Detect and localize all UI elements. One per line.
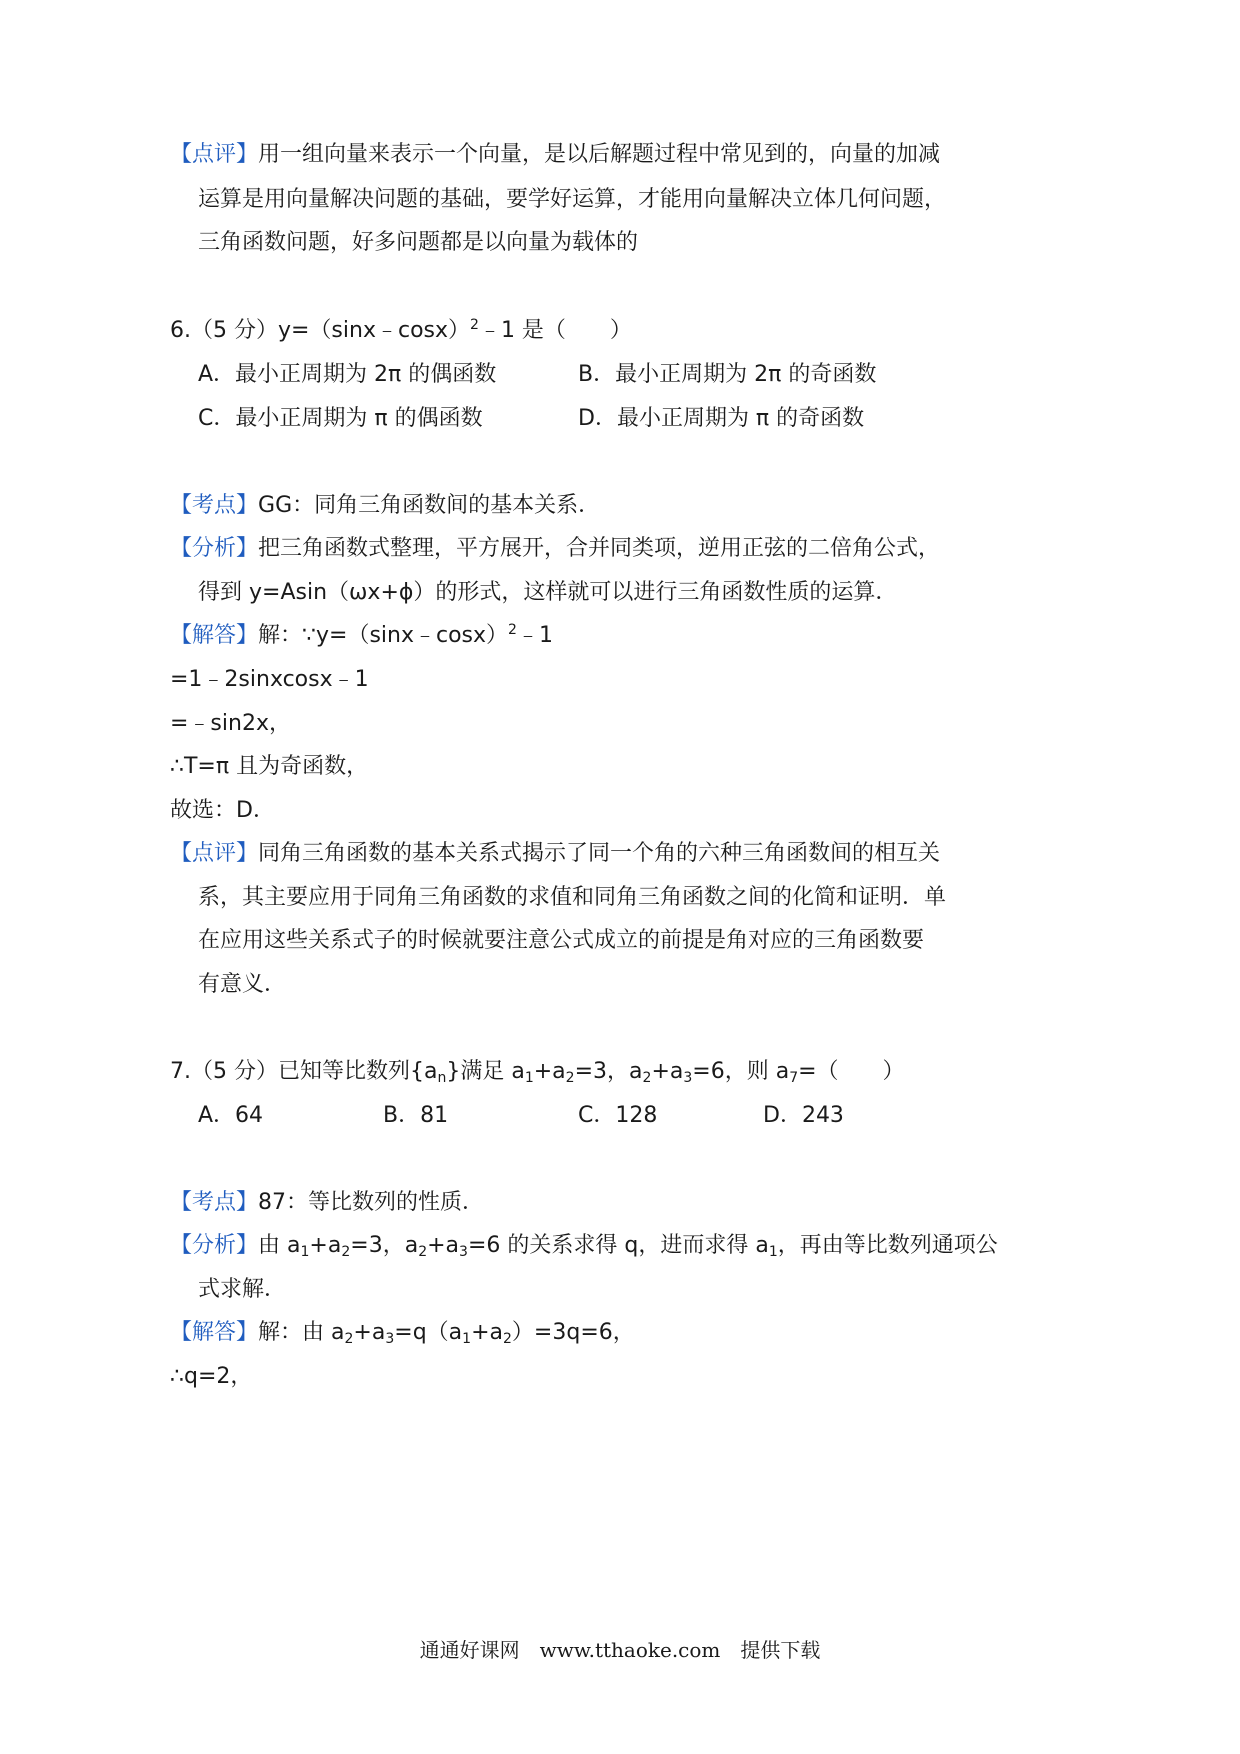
dianping-tag: 【点评】: [170, 841, 259, 866]
comment-text: 用一组向量来表示一个向量，是以后解题过程中常见到的，向量的加减: [258, 142, 941, 167]
question-7-stem: [170, 1057, 905, 1087]
comment-line-2: 运算是用向量解决问题的基础，要学好运算，才能用向量解决立体几何问题，: [198, 187, 947, 212]
comment-tag: 【点评】: [170, 142, 259, 167]
q7-stem-sub: 1: [524, 1070, 534, 1086]
q7-stem-part: =6，则 a: [692, 1059, 790, 1084]
q6-option-c: C．最小正周期为 π 的偶函数: [198, 406, 483, 431]
q7-stem-sub: 2: [642, 1070, 652, 1086]
q7-fenxi-part: =3，a: [350, 1233, 419, 1258]
q7-jieda-part: ）=3q=6，: [511, 1320, 635, 1345]
kaodian-tag: 【考点】: [170, 1190, 259, 1215]
q6-jieda: [170, 621, 553, 651]
q6-step-2: =﹣sin2x，: [170, 711, 291, 736]
q7-jieda-sub: 3: [385, 1331, 395, 1347]
q7-fenxi-sub: 2: [341, 1244, 351, 1260]
q6-kaodian: [170, 491, 600, 521]
q7-jieda: [170, 1318, 635, 1348]
q6-dianping-line-3: 在应用这些关系式子的时候就要注意公式成立的前提是角对应的三角函数要: [198, 928, 925, 953]
q6-dianping-line-1: [170, 839, 940, 869]
comment-line-1: [170, 140, 940, 170]
q7-option-a: A．64: [198, 1103, 264, 1128]
q6-option-d: D．最小正周期为 π 的奇函数: [578, 406, 865, 431]
jieda-exponent: 2: [508, 622, 517, 638]
comment-line-3: 三角函数问题，好多问题都是以向量为载体的: [198, 230, 639, 255]
question-6-stem: [170, 316, 632, 346]
q7-option-d: D．243: [763, 1103, 844, 1128]
fenxi-tag: 【分析】: [170, 1233, 259, 1258]
q7-jieda-sub: 1: [462, 1331, 472, 1347]
q6-fenxi-line-2: 得到 y=Asin（ωx+ϕ）的形式，这样就可以进行三角函数性质的运算．: [198, 580, 898, 605]
q7-stem-part: =（ ）: [798, 1059, 905, 1084]
q6-dianping-line-2: 系，其主要应用于同角三角函数的求值和同角三角函数之间的化简和证明．单: [198, 885, 947, 910]
q7-fenxi-part: +a: [427, 1233, 460, 1258]
q7-jieda-part: 解：由 a: [258, 1320, 345, 1345]
q7-fenxi-sub: 1: [768, 1244, 778, 1260]
q7-stem-sub: 3: [683, 1070, 693, 1086]
q6-stem-exponent: 2: [470, 317, 479, 333]
q7-jieda-part: +a: [471, 1320, 503, 1345]
q7-stem-part: =3，a: [574, 1059, 643, 1084]
q7-fenxi-part: =6 的关系求得 q，进而求得 a: [467, 1233, 769, 1258]
jieda-suffix: ﹣1: [516, 623, 553, 648]
q7-fenxi-part: ，再由等比数列通项公: [777, 1233, 998, 1258]
q7-stem-sub: 2: [565, 1070, 575, 1086]
q7-fenxi-sub: 2: [418, 1244, 428, 1260]
q7-step-1: ∴q=2，: [170, 1364, 253, 1389]
kaodian-text: GG：同角三角函数间的基本关系．: [258, 493, 601, 518]
q7-option-b: B．81: [383, 1103, 449, 1128]
q6-dianping-line-4: 有意义．: [198, 972, 287, 997]
q6-step-4: 故选：D．: [170, 798, 275, 823]
q6-stem-prefix: 6.（5 分）y=（sinx﹣cosx）: [170, 318, 471, 343]
q7-fenxi-sub: 1: [300, 1244, 310, 1260]
q7-stem-part: }满足 a: [446, 1059, 525, 1084]
q7-fenxi-line-1: [170, 1231, 998, 1261]
q7-stem-part: +a: [651, 1059, 684, 1084]
q7-option-c: C．128: [578, 1103, 658, 1128]
kaodian-text: 87：等比数列的性质．: [258, 1190, 485, 1215]
fenxi-tag: 【分析】: [170, 536, 259, 561]
q6-step-3: ∴T=π 且为奇函数，: [170, 754, 369, 779]
q6-step-1: =1﹣2sinxcosx﹣1: [170, 667, 369, 692]
q7-jieda-part: +a: [353, 1320, 386, 1345]
q7-fenxi-sub: 3: [459, 1244, 468, 1260]
kaodian-tag: 【考点】: [170, 493, 259, 518]
q6-option-a: A．最小正周期为 2π 的偶函数: [198, 362, 497, 387]
q7-jieda-sub: 2: [344, 1331, 354, 1347]
page-footer: 通通好课网 www.tthaoke.com 提供下载: [419, 1638, 821, 1662]
q6-fenxi-line-1: [170, 534, 940, 564]
q7-kaodian: [170, 1188, 484, 1218]
q7-stem-part: +a: [533, 1059, 566, 1084]
dianping-text: 同角三角函数的基本关系式揭示了同一个角的六种三角函数间的相互关: [258, 841, 941, 866]
q7-jieda-part: =q（a: [394, 1320, 463, 1345]
q7-stem-sub: n: [437, 1070, 447, 1086]
jieda-tag: 【解答】: [170, 1320, 259, 1345]
jieda-tag: 【解答】: [170, 623, 259, 648]
q7-fenxi-part: 由 a: [258, 1233, 301, 1258]
q7-fenxi-line-2: 式求解．: [198, 1277, 287, 1302]
fenxi-text: 把三角函数式整理，平方展开，合并同类项，逆用正弦的二倍角公式，: [258, 536, 941, 561]
q6-stem-suffix: ﹣1 是（ ）: [478, 318, 632, 343]
q7-stem-part: 7.（5 分）已知等比数列{a: [170, 1059, 438, 1084]
q7-jieda-sub: 2: [503, 1331, 512, 1347]
q6-option-b: B．最小正周期为 2π 的奇函数: [578, 362, 877, 387]
q7-stem-sub: 7: [789, 1070, 799, 1086]
q7-fenxi-part: +a: [309, 1233, 342, 1258]
jieda-prefix: 解：∵y=（sinx﹣cosx）: [258, 623, 509, 648]
